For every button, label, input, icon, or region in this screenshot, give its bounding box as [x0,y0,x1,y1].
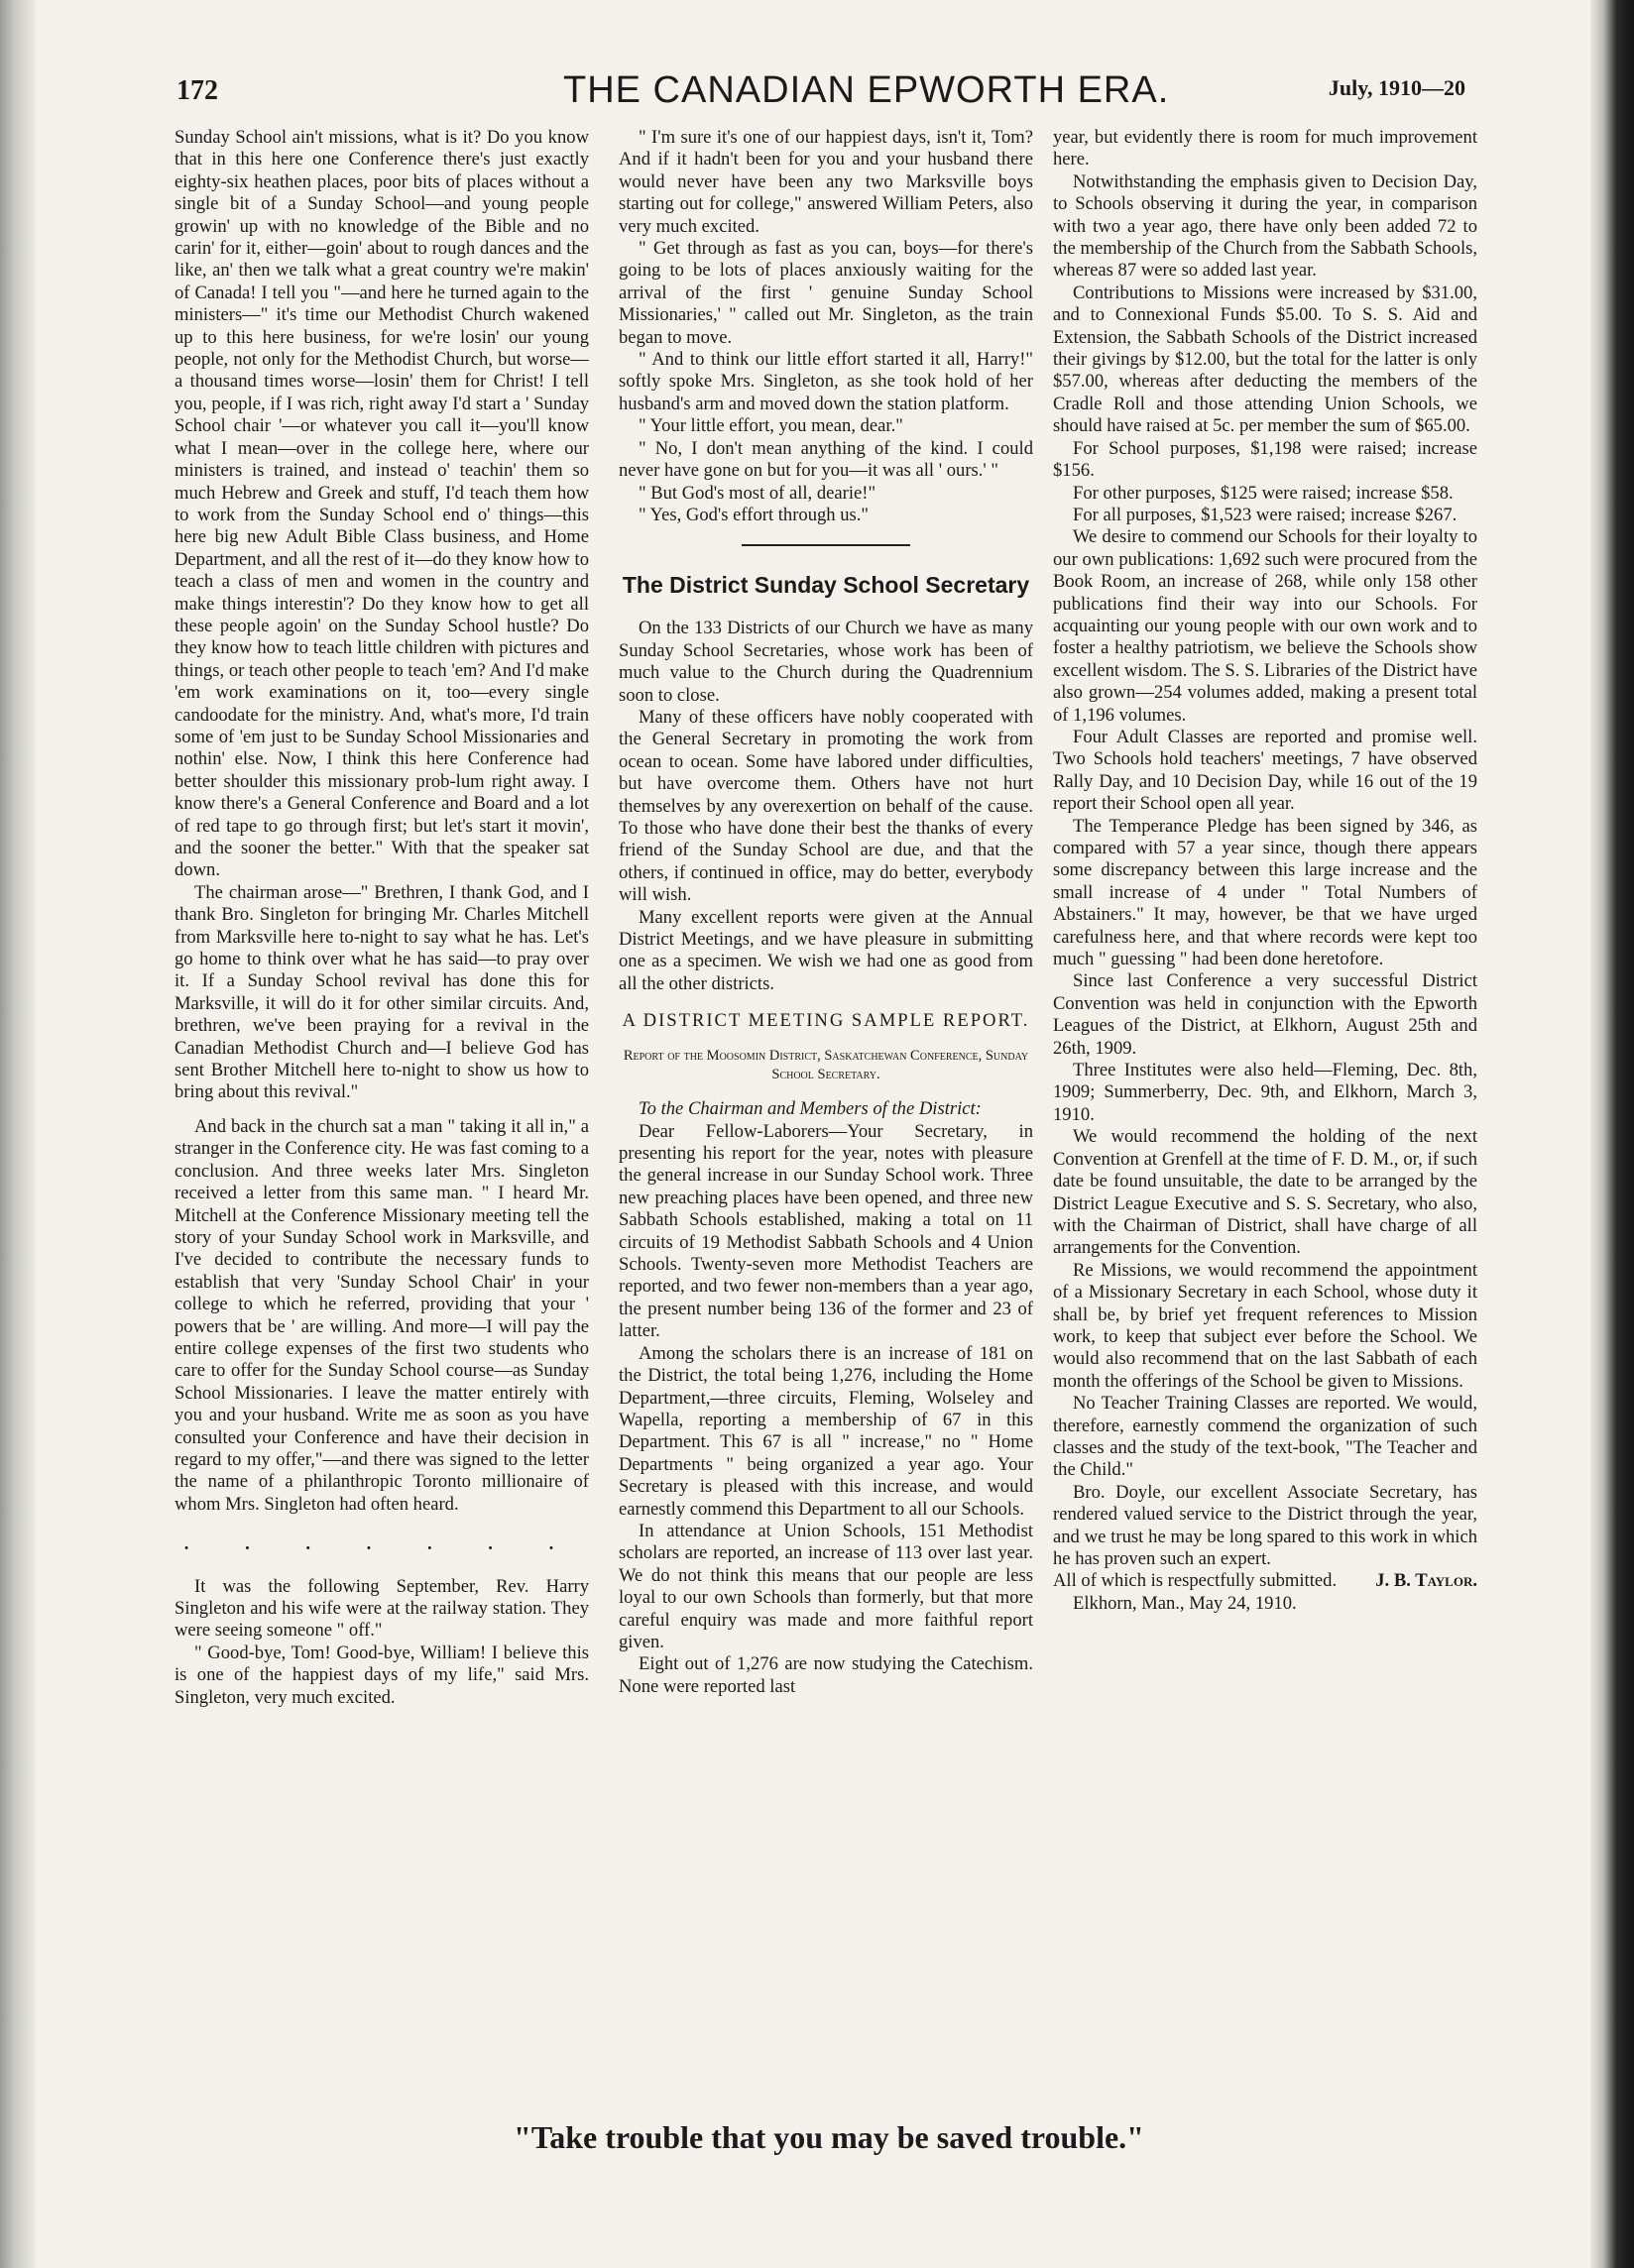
paragraph: Contributions to Missions were increased by $31.00, and to Connexional Funds $5.00. To S. S. Aid and Extension, the Sabbath Schools of the District increased their givings by $12.00, but the total for the latter is only $57.00, whereas after deducting the members of the Cradle Roll and those attending Union Schools, we should have raised at 5c. per member the sum of $65.00. [1053,282,1477,437]
paragraph: For School purposes, $1,198 were raised; increase $156. [1053,437,1477,482]
sub-heading: A DISTRICT MEETING SAMPLE REPORT. [622,1010,1030,1032]
paragraph: " Good-bye, Tom! Good-bye, William! I believe this is one of the happiest days of my life," said Mrs. Singleton, very much excited. [175,1642,589,1708]
paragraph: " Your little effort, you mean, dear." [639,415,903,437]
masthead-title: THE CANADIAN EPWORTH ERA. [563,69,1170,111]
paragraph: Sunday School ain't missions, what is it? Do you know that in this here one Conference there's just exactly eighty-six heathen places, poor bits of places without a single bit of a Sunday School—and young people growin' up with no knowledge of the Bible and no carin' for it, either—goin' about to rough dances and the like, an' then we talk what a great country we're makin' of Canada! I tell you "—and here he turned again to the ministers—" it's time our Methodist Church wakened up to this here business, for we're losin' our young people, not only for the Methodist Church, but worse—a thousand times worse—losin' them for Christ! I tell you, people, if I was rich, right away I'd start a ' Sunday School chair '—or whatever you call it—you'll know what I mean—over in the college here, where our ministers is trained, and instead o' teachin' them so much Hebrew and Greek and stuff, I'd teach them how to work from the Sunday School end o' things—this here big new Adult Bible Class business, and Home Department, and all the rest of it—do they know how to teach a class of men and women in the country and make things interestin'? Do they know how to get all these people agoin' on the Sunday School hustle? Do they know how to teach little children with pictures and things, or teach other people to teach 'em? And I'd make 'em work examinations on it, too—every single candoodate for the ministry. And, what's more, I'd train some of 'em just to be Sunday School Missionaries and nothin' else. Now, I think this here Conference had better shoulder this missionary prob-lum right away. I know there's a General Conference and Board and a lot of red tape to go through first; but let's start it movin', and the sooner the better." With that the speaker sat down. [175,127,589,881]
section-break-dots: . . . . . . . [183,1533,580,1555]
paragraph: " Get through as fast as you can, boys—for there's going to be lots of places anxiously waiting for the arrival of the first ' genuine Sunday School Missionaries,' " called out Mr. Singleton, as the train began to move. [619,238,1033,348]
page-right-edge [1590,0,1634,2268]
footer-quote: "Take trouble that you may be saved trouble." [514,2119,1144,2155]
paragraph: For all purposes, $1,523 were raised; increase $267. [1073,504,1458,525]
paragraph: We desire to commend our Schools for their loyalty to our own publications: 1,692 such were procured from the Book Room, an increase of 268, while only 158 other publications find their way into our Schools. For acquainting our young people with our own work and to foster a healthy patriotism, we believe the Schools show excellent wisdom. The S. S. Libraries of the District have also grown—254 volumes added, making a present total of 1,196 volumes. [1053,526,1477,726]
paragraph: The Temperance Pledge has been signed by 346, as compared with 57 a year since, though there appears some discrepancy between this large increase and the small increase of 4 under " Total Numbers of Abstainers." It may, however, be that we have urged carefulness here, and that where records were kept too much " guessing " had been done heretofore. [1053,815,1477,970]
place-date: Elkhorn, Man., May 24, 1910. [1073,1592,1297,1614]
column-3 [1053,127,1477,2109]
paragraph: Re Missions, we would recommend the appointment of a Missionary Secretary in each School, whose duty it shall be, by brief yet frequent references to Mission work, to keep that subject ever before the School. We would also recommend that on the last Sabbath of each month the offerings of the School be given to Missions. [1053,1259,1477,1392]
paragraph: Dear Fellow-Laborers—Your Secretary, in presenting his report for the year, notes with pleasure the general increase in our Sunday School work. Three new preaching places have been opened, and three new Sabbath Schools established, making a total on 11 circuits of 19 Methodist Sabbath Schools and 4 Union Schools. Twenty-seven more Methodist Teachers are reported, and two fewer non-members than a year ago, the present number being 136 of the former and 23 of latter. [619,1120,1033,1342]
paragraph: Eight out of 1,276 are now studying the Catechism. None were reported last [619,1653,1033,1697]
paragraph: " And to think our little effort started it all, Harry!" softly spoke Mrs. Singleton, as she took hold of her husband's arm and moved down the station platform. [619,349,1033,414]
paragraph: Three Institutes were also held—Fleming, Dec. 8th, 1909; Summerberry, Dec. 9th, and Elkhorn, March 3, 1910. [1053,1060,1477,1125]
paragraph: Bro. Doyle, our excellent Associate Secretary, has rendered valued service to the District through the year, and we trust he may be long spared to this work in which he has proven such an expert. [1053,1481,1477,1569]
paragraph: " I'm sure it's one of our happiest days, isn't it, Tom? And if it hadn't been for you and your husband there would never have been any two Marksville boys starting out for college," answered William Peters, also very much excited. [619,127,1033,237]
paragraph: It was the following September, Rev. Harry Singleton and his wife were at the railway station. They were seeing someone " off." [175,1575,589,1642]
signer-name: J. B. Taylor. [1375,1570,1477,1592]
paragraph: " No, I don't mean anything of the kind. I could never have gone on but for you—it was all ' ours.' " [619,437,1033,482]
report-heading: Report of the Moosomin District, Saskatchewan Conference, Sunday School Secretary. [623,1048,1029,1083]
divider-rule [742,544,910,546]
paragraph: Many of these officers have nobly cooperated with the General Secretary in promoting the work from ocean to ocean. Some have labored under difficulties, but have overcome them. Others have not hurt themselves by any overexertion on behalf of the cause. To those who have done their best the thanks of every friend of the Sunday School are due, and that the others, if continued in office, may do better, everybody will wish. [619,706,1033,906]
page-binding-edge [0,0,36,2268]
paragraph: Many excellent reports were given at the Annual District Meetings, and we have pleasure in submitting one as a specimen. We wish we had one as good from all the other districts. [619,906,1033,994]
report-address: To the Chairman and Members of the District: [639,1098,982,1120]
paragraph: No Teacher Training Classes are reported. We would, therefore, earnestly commend the organization of such classes and the study of the text-book, "The Teacher and the Child." [1053,1393,1477,1481]
issue-date: July, 1910—20 [1328,75,1465,100]
paragraph: And back in the church sat a man " taking it all in," a stranger in the Conference city. He was fast coming to a conclusion. And three weeks later Mrs. Singleton received a letter from this same man. " I heard Mr. Mitchell at the Conference Missionary meeting tell the story of your Sunday School work in Marksville, and I've decided to contribute the necessary funds to establish that very 'Sunday School Chair' in your college to which he referred, providing that your ' powers that be ' are willing. And more—I will pay the entire college expenses of the first two students who care to offer for the Sunday School course—as Sunday School Missionaries. I leave the matter entirely with you and your husband. Write me as soon as you have consulted your Conference and have their decision in regard to my offer,"—and there was signed to the letter the name of a philanthropic Toronto millionaire of whom Mrs. Singleton had often heard. [175,1115,589,1515]
column-2 [619,127,1033,2109]
paragraph: Among the scholars there is an increase of 181 on the District, the total being 1,276, including the Home Department,—three circuits, Fleming, Wolseley and Wapella, reporting a membership of 67 in this Department. This 67 is all " increase," no " Home Departments " being organized a year ago. Your Secretary is pleased with this increase, and would earnestly commend this Department to all our Schools. [619,1342,1033,1520]
page-header [176,63,1465,123]
paragraph: year, but evidently there is room for much improvement here. [1053,127,1477,170]
section-heading: The District Sunday School Secretary [622,572,1030,599]
paragraph: " Yes, God's effort through us." [639,504,870,525]
paragraph: Notwithstanding the emphasis given to Decision Day, to Schools observing it during the year, in comparison with two a year ago, there have only been added 72 to the membership of the Church from the Sabbath Schools, whereas 87 were so added last year. [1053,170,1477,282]
page-number: 172 [176,75,218,106]
paragraph: We would recommend the holding of the next Convention at Grenfell at the time of F. D. M., or, if such date be found unsuitable, the date to be arranged by the District League Executive and S. S. Secretary, who also, with the Chairman of District, shall have charge of all arrangements for the Convention. [1053,1126,1477,1259]
paragraph: For other purposes, $125 were raised; increase $58. [1073,482,1454,504]
column-1 [175,127,589,2109]
article-columns [175,127,1483,2109]
paragraph: The chairman arose—" Brethren, I thank God, and I thank Bro. Singleton for bringing Mr. Charles Mitchell from Marksville here to-night to say what he has. Let's go home to think over what he has said—to pray over it. If a Sunday School revival has done this for Marksville, it will do it for other similar circuits. And, brethren, we've been praying for a revival in the Canadian Methodist Church and—I believe God has sent Brother Mitchell here to-night to show us how to bring about this revival." [175,881,589,1103]
paragraph: Since last Conference a very successful District Convention was held in conjunction with the Epworth Leagues of the District, at Elkhorn, August 25th and 26th, 1909. [1053,970,1477,1059]
paragraph: " But God's most of all, dearie!" [639,482,876,504]
paragraph: On the 133 Districts of our Church we have as many Sunday School Secretaries, whose work has been of much value to the Church during the Quadrennium soon to close. [619,618,1033,706]
paragraph: Four Adult Classes are reported and promise well. Two Schools hold teachers' meetings, 7 have observed Rally Day, and 10 Decision Day, while 16 out of the 19 report their School open all year. [1053,726,1477,815]
paragraph: In attendance at Union Schools, 151 Methodist scholars are reported, an increase of 113 over last year. We do not think this means that our people are less loyal to our own Schools than formerly, but that more careful enquiry was made and more faithful report given. [619,1520,1033,1652]
signature-line [1053,1570,1477,1592]
submission-text: All of which is respectfully submitted. [1053,1570,1338,1592]
